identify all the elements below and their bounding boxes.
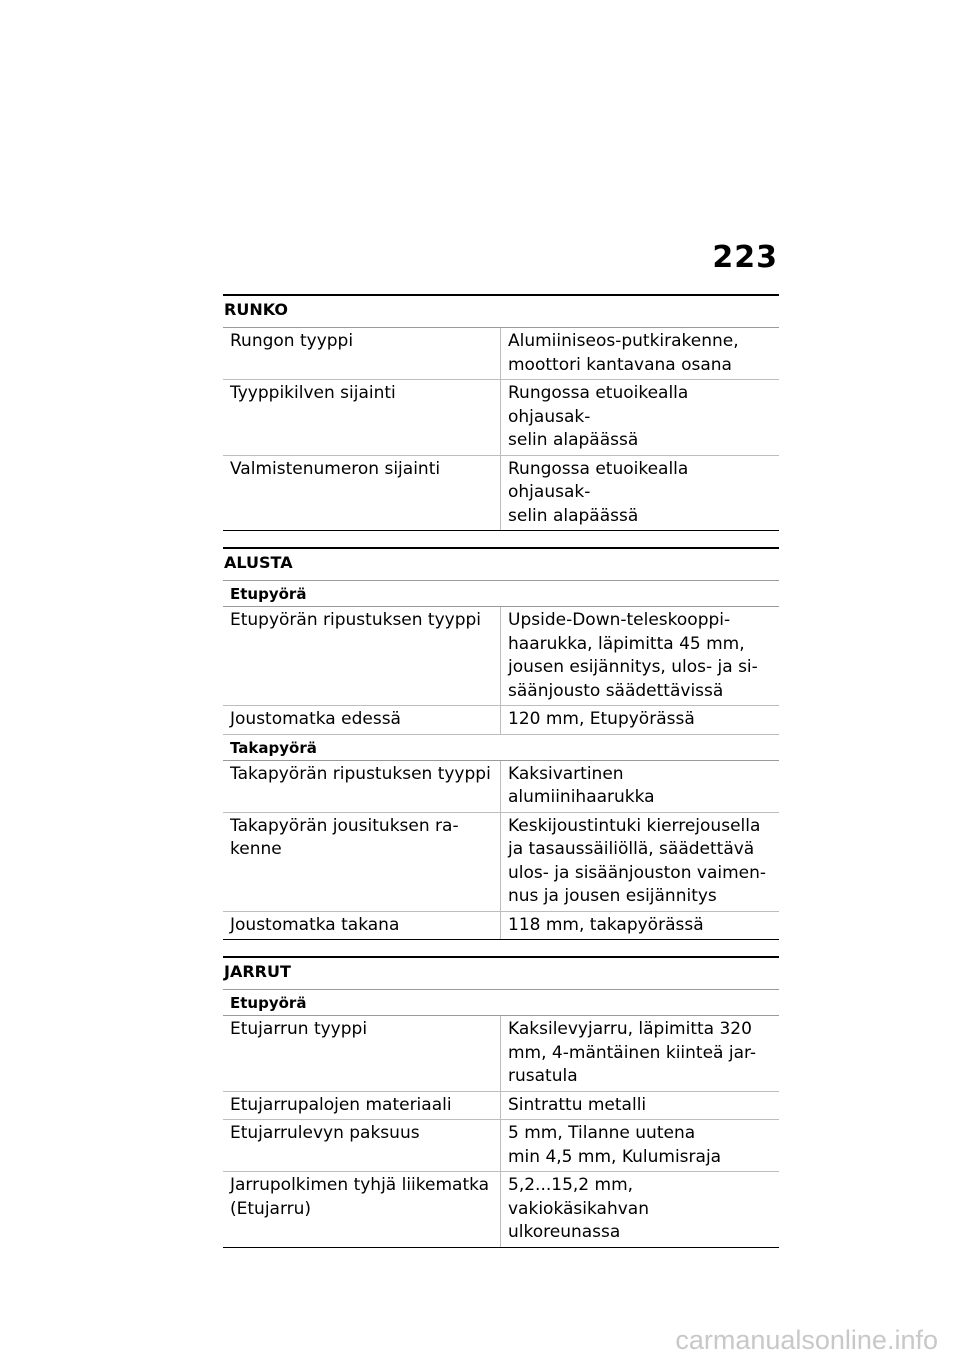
spec-label: Joustomatka edessä bbox=[223, 706, 501, 734]
spec-value: 118 mm, takapyörässä bbox=[508, 914, 704, 935]
table-row bbox=[223, 912, 779, 941]
table-row bbox=[223, 1092, 779, 1121]
section-title: ALUSTA bbox=[223, 549, 779, 581]
spec-label: Tyyppikilven sijainti bbox=[223, 380, 501, 455]
spec-label: Joustomatka takana bbox=[223, 912, 501, 940]
section-alusta bbox=[223, 547, 779, 940]
table-row bbox=[223, 813, 779, 912]
subsection-heading: Takapyörä bbox=[223, 735, 779, 761]
spec-value: 120 mm, Etupyörässä bbox=[508, 709, 695, 729]
section-jarrut bbox=[223, 956, 779, 1248]
table-row bbox=[223, 607, 779, 706]
table-row bbox=[223, 1120, 779, 1172]
spec-value: Rungossa etuoikealla ohjausak- selin alapäässä bbox=[508, 458, 689, 526]
spec-label: Etujarrun tyyppi bbox=[223, 1016, 501, 1091]
spec-value: Upside-Down-teleskooppi- haarukka, läpimitta 45 mm, jousen esijännitys, ulos- ja si- säänjousto säädettävissä bbox=[508, 610, 758, 701]
spec-label: Etujarrupalojen materiaali bbox=[223, 1092, 501, 1120]
spec-value: 5,2...15,2 mm, vakiokäsikahvan ulkoreunassa bbox=[508, 1175, 649, 1242]
spec-value: Rungossa etuoikealla ohjausak- selin alapäässä bbox=[508, 383, 689, 450]
table-row bbox=[223, 456, 779, 532]
spec-value: Alumiiniseos-putkirakenne, moottori kantavana osana bbox=[508, 331, 739, 375]
table-row bbox=[223, 1016, 779, 1092]
page-number: 223 bbox=[712, 240, 778, 275]
spec-value: Kaksivartinen alumiinihaarukka bbox=[508, 763, 655, 807]
subsection-heading: Etupyörä bbox=[223, 990, 779, 1016]
spec-value: Sintrattu metalli bbox=[508, 1094, 647, 1115]
watermark: carmanualsonline.info bbox=[675, 1325, 938, 1355]
spec-value: Keskijoustintuki kierrejousella ja tasaussäiliöllä, säädettävä ulos- ja sisäänjouston vaimen- nus ja jousen esijännitys bbox=[508, 815, 767, 906]
spec-content bbox=[223, 294, 779, 1248]
spec-label: Takapyörän jousituksen ra- kenne bbox=[223, 813, 501, 911]
spec-label: Valmistenumeron sijainti bbox=[223, 456, 501, 531]
table-row bbox=[223, 328, 779, 380]
spec-label: Takapyörän ripustuksen tyyppi bbox=[223, 761, 501, 812]
section-runko bbox=[223, 294, 779, 531]
table-row bbox=[223, 706, 779, 735]
table-row bbox=[223, 1172, 779, 1248]
spec-label: Etupyörän ripustuksen tyyppi bbox=[223, 607, 501, 705]
table-row bbox=[223, 380, 779, 456]
spec-label: Rungon tyyppi bbox=[223, 328, 501, 379]
spec-value: Kaksilevyjarru, läpimitta 320 mm, 4-mäntäinen kiinteä jar- rusatula bbox=[508, 1019, 757, 1086]
spec-label: Jarrupolkimen tyhjä liikematka (Etujarru) bbox=[223, 1172, 501, 1247]
section-title: JARRUT bbox=[223, 958, 779, 990]
spec-label: Etujarrulevyn paksuus bbox=[223, 1120, 501, 1171]
subsection-heading: Etupyörä bbox=[223, 581, 779, 607]
table-row bbox=[223, 761, 779, 813]
section-title: RUNKO bbox=[223, 296, 779, 328]
spec-value: 5 mm, Tilanne uutena min 4,5 mm, Kulumisraja bbox=[508, 1123, 722, 1167]
